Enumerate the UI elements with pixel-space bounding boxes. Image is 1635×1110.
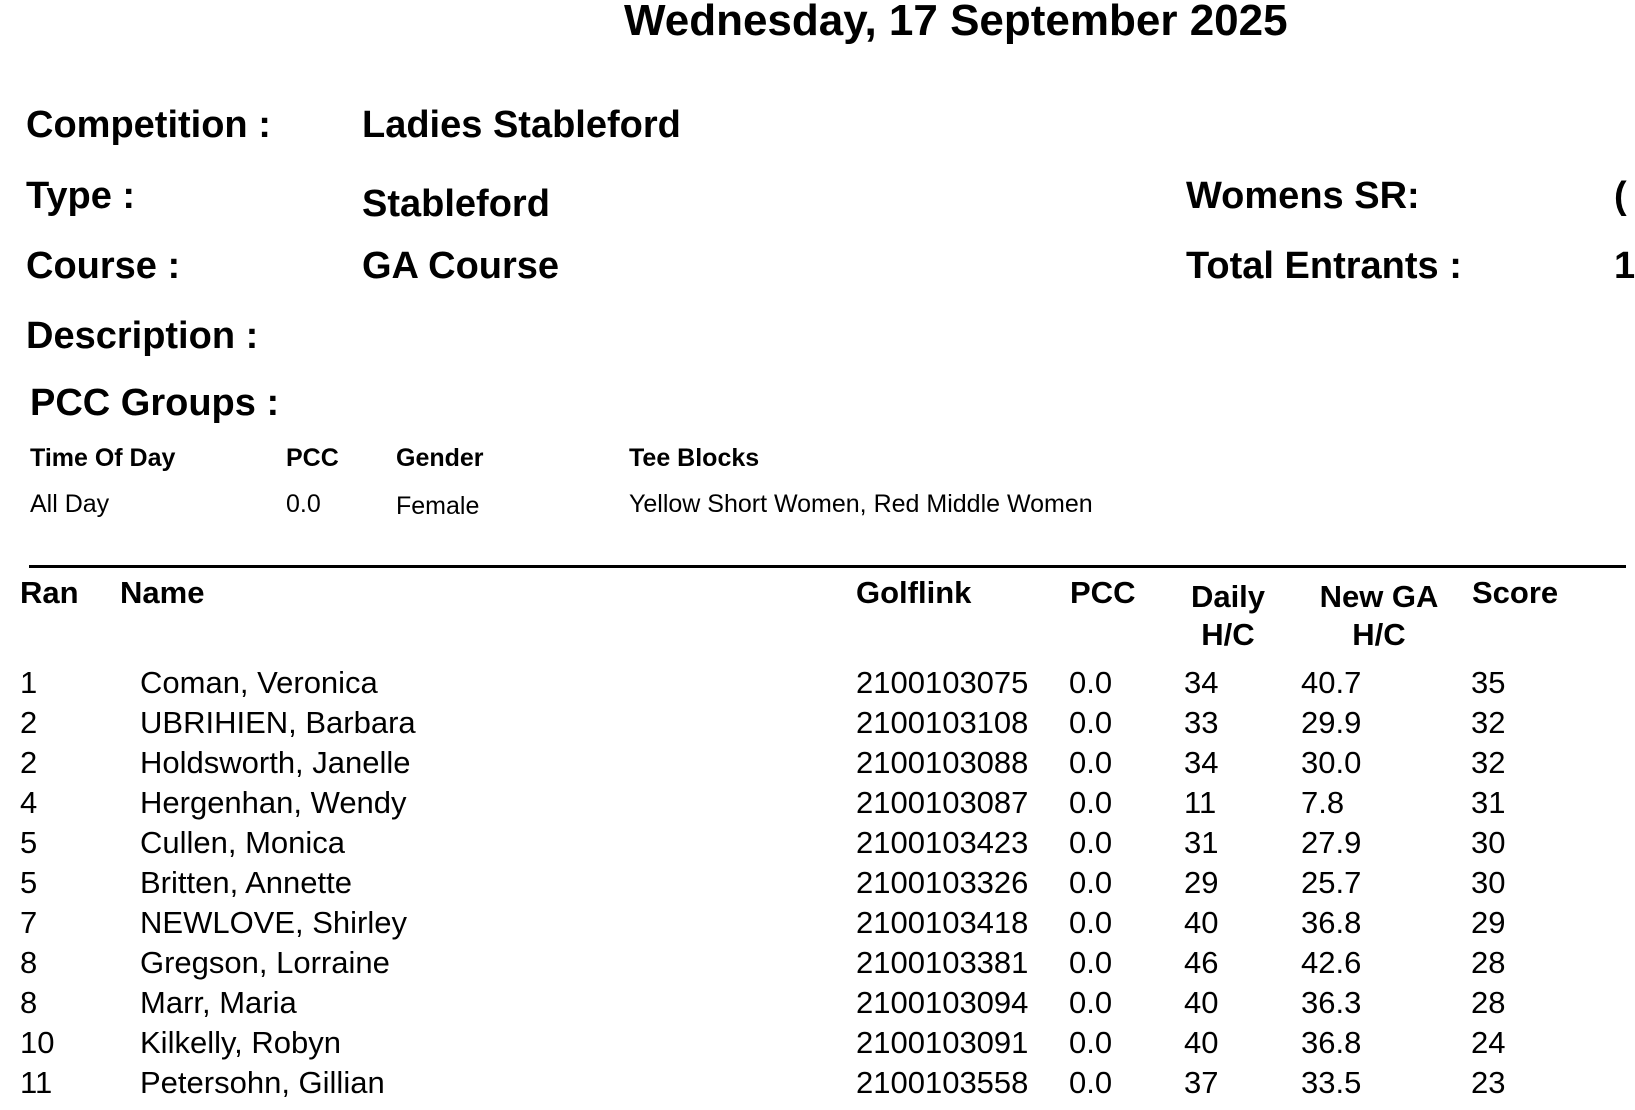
cell-daily-hc: 40 [1184, 905, 1219, 940]
cell-score: 29 [1471, 905, 1506, 940]
cell-golflink: 2100103091 [856, 1025, 1029, 1060]
pcc-cell-gender: Female [396, 492, 480, 520]
cell-daily-hc: 34 [1184, 665, 1219, 700]
cell-daily-hc: 33 [1184, 705, 1219, 740]
cell-name: Hergenhan, Wendy [140, 785, 407, 820]
cell-daily-hc: 40 [1184, 985, 1219, 1020]
cell-golflink: 2100103381 [856, 945, 1029, 980]
cell-golflink: 2100103094 [856, 985, 1029, 1020]
total-entrants-value: 1 [1614, 245, 1635, 287]
cell-name: Gregson, Lorraine [140, 945, 390, 980]
cell-pcc: 0.0 [1069, 745, 1113, 780]
course-label: Course : [26, 245, 181, 287]
cell-daily-hc: 34 [1184, 745, 1219, 780]
cell-daily-hc: 40 [1184, 1025, 1219, 1060]
cell-golflink: 2100103108 [856, 705, 1029, 740]
type-value: Stableford [362, 183, 550, 225]
table-row [0, 863, 1626, 903]
cell-score: 24 [1471, 1025, 1506, 1060]
course-value: GA Course [362, 245, 560, 287]
type-label: Type : [26, 175, 136, 217]
cell-score: 28 [1471, 945, 1506, 980]
pcc-cell-tee-blocks: Yellow Short Women, Red Middle Women [629, 490, 1093, 518]
col-header-golflink: Golflink [856, 575, 972, 610]
cell-new-ga-hc: 30.0 [1301, 745, 1362, 780]
cell-score: 30 [1471, 865, 1506, 900]
cell-rank: 10 [20, 1025, 55, 1060]
cell-new-ga-hc: 7.8 [1301, 785, 1345, 820]
cell-golflink: 2100103088 [856, 745, 1029, 780]
cell-score: 35 [1471, 665, 1506, 700]
cell-name: UBRIHIEN, Barbara [140, 705, 416, 740]
pcc-groups-heading: PCC Groups : [30, 382, 280, 424]
description-label: Description : [26, 315, 259, 357]
cell-name: Kilkelly, Robyn [140, 1025, 342, 1060]
womens-sr-value: ( [1614, 175, 1627, 217]
cell-rank: 5 [20, 865, 38, 900]
col-header-new-ga-hc [1306, 578, 1452, 654]
cell-rank: 8 [20, 985, 38, 1020]
cell-score: 32 [1471, 705, 1506, 740]
cell-pcc: 0.0 [1069, 1065, 1113, 1100]
cell-pcc: 0.0 [1069, 825, 1113, 860]
cell-new-ga-hc: 42.6 [1301, 945, 1362, 980]
table-row [0, 743, 1626, 783]
cell-golflink: 2100103418 [856, 905, 1029, 940]
table-row [0, 823, 1626, 863]
col-header-new-ga-hc-line1: New GA [1319, 579, 1439, 614]
cell-pcc: 0.0 [1069, 865, 1113, 900]
cell-daily-hc: 11 [1184, 785, 1217, 820]
cell-name: Petersohn, Gillian [140, 1065, 385, 1100]
cell-golflink: 2100103326 [856, 865, 1029, 900]
cell-daily-hc: 29 [1184, 865, 1219, 900]
cell-new-ga-hc: 40.7 [1301, 665, 1362, 700]
table-row [0, 983, 1626, 1023]
table-row [0, 663, 1626, 703]
col-header-score: Score [1472, 575, 1559, 610]
cell-new-ga-hc: 25.7 [1301, 865, 1362, 900]
total-entrants-label: Total Entrants : [1186, 245, 1462, 287]
cell-pcc: 0.0 [1069, 905, 1113, 940]
cell-score: 30 [1471, 825, 1506, 860]
pcc-col-tee-blocks: Tee Blocks [629, 444, 760, 472]
cell-name: Holdsworth, Janelle [140, 745, 411, 780]
cell-new-ga-hc: 36.8 [1301, 905, 1362, 940]
col-header-daily-hc-line2: H/C [1201, 617, 1255, 652]
table-row [0, 1063, 1626, 1103]
col-header-daily-hc [1178, 578, 1278, 654]
cell-pcc: 0.0 [1069, 945, 1113, 980]
col-header-name: Name [120, 575, 205, 610]
cell-name: Cullen, Monica [140, 825, 346, 860]
cell-score: 23 [1471, 1065, 1506, 1100]
cell-golflink: 2100103558 [856, 1065, 1029, 1100]
pcc-cell-pcc: 0.0 [286, 490, 321, 518]
cell-rank: 7 [20, 905, 38, 940]
col-header-daily-hc-line1: Daily [1190, 579, 1266, 614]
cell-rank: 4 [20, 785, 38, 820]
cell-rank: 1 [20, 665, 38, 700]
cell-score: 31 [1471, 785, 1506, 820]
cell-new-ga-hc: 33.5 [1301, 1065, 1362, 1100]
cell-golflink: 2100103423 [856, 825, 1029, 860]
pcc-col-pcc: PCC [286, 444, 339, 472]
pcc-col-time-of-day: Time Of Day [30, 444, 176, 472]
table-row [0, 783, 1626, 823]
cell-daily-hc: 31 [1184, 825, 1219, 860]
womens-sr-label: Womens SR: [1186, 175, 1420, 217]
table-row [0, 943, 1626, 983]
cell-name: Marr, Maria [140, 985, 297, 1020]
cell-pcc: 0.0 [1069, 665, 1113, 700]
col-header-new-ga-hc-line2: H/C [1352, 617, 1406, 652]
cell-daily-hc: 37 [1184, 1065, 1219, 1100]
cell-rank: 8 [20, 945, 38, 980]
pcc-cell-time-of-day: All Day [30, 490, 110, 518]
cell-new-ga-hc: 36.3 [1301, 985, 1362, 1020]
cell-new-ga-hc: 27.9 [1301, 825, 1362, 860]
competition-value: Ladies Stableford [362, 104, 681, 146]
cell-rank: 11 [20, 1065, 53, 1100]
col-header-pcc: PCC [1070, 575, 1136, 610]
cell-daily-hc: 46 [1184, 945, 1219, 980]
cell-rank: 5 [20, 825, 38, 860]
cell-golflink: 2100103075 [856, 665, 1029, 700]
table-row [0, 703, 1626, 743]
cell-new-ga-hc: 36.8 [1301, 1025, 1362, 1060]
cell-rank: 2 [20, 705, 38, 740]
results-table-body [0, 663, 1626, 1103]
cell-name: Coman, Veronica [140, 665, 378, 700]
cell-name: Britten, Annette [140, 865, 352, 900]
table-row [0, 1023, 1626, 1063]
pcc-col-gender: Gender [396, 444, 484, 472]
competition-label: Competition : [26, 104, 271, 146]
col-header-rank: Ran [20, 575, 79, 610]
cell-pcc: 0.0 [1069, 1025, 1113, 1060]
cell-pcc: 0.0 [1069, 705, 1113, 740]
cell-golflink: 2100103087 [856, 785, 1029, 820]
section-divider [29, 565, 1626, 568]
cell-score: 32 [1471, 745, 1506, 780]
report-date-title: Wednesday, 17 September 2025 [624, 0, 1288, 45]
cell-name: NEWLOVE, Shirley [140, 905, 408, 940]
cell-pcc: 0.0 [1069, 985, 1113, 1020]
cell-pcc: 0.0 [1069, 785, 1113, 820]
table-row [0, 903, 1626, 943]
cell-new-ga-hc: 29.9 [1301, 705, 1362, 740]
cell-rank: 2 [20, 745, 38, 780]
cell-score: 28 [1471, 985, 1506, 1020]
